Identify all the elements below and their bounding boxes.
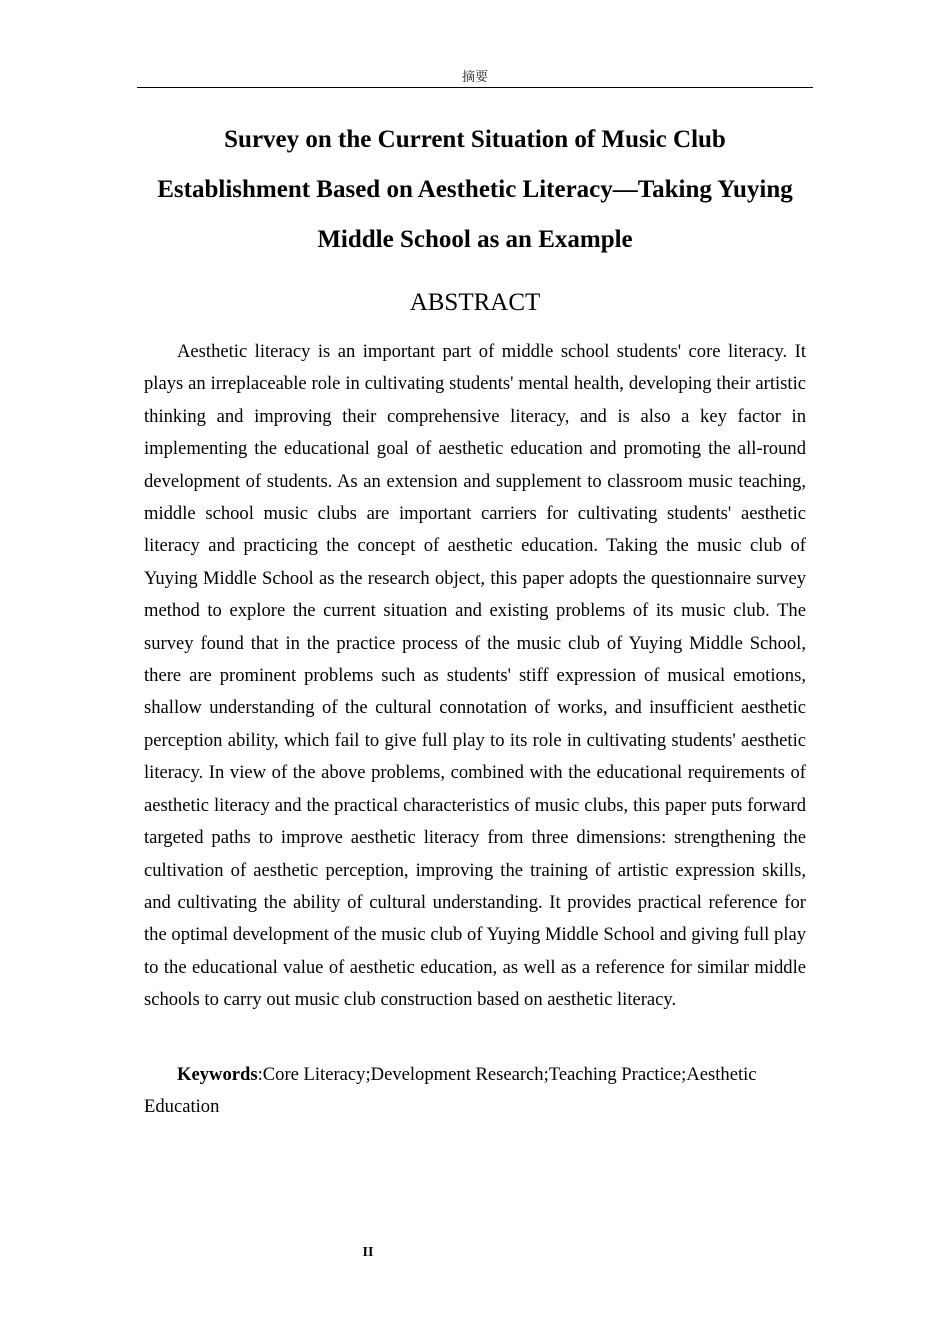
- running-header: 摘要: [461, 70, 488, 85]
- title-line-1: Survey on the Current Situation of Music Club: [224, 126, 726, 153]
- header-divider: [137, 87, 813, 88]
- title-line-2: Establishment Based on Aesthetic Literacy—Taking Yuying: [157, 176, 793, 203]
- paper-title: [140, 115, 810, 265]
- keywords-value: :Core Literacy;Development Research;Teaching Practice;Aesthetic Education: [144, 1064, 757, 1117]
- keywords-label: Keywords: [177, 1064, 258, 1085]
- page-number: II: [362, 1245, 374, 1260]
- title-line-3: Middle School as an Example: [317, 226, 633, 253]
- keywords-paragraph: [144, 1059, 806, 1123]
- abstract-heading: ABSTRACT: [409, 289, 541, 316]
- abstract-body: Aesthetic literacy is an important part of middle school students' core literacy. It plays an irreplaceable role in cultivating students' mental health, developing their artistic thinking and improving their comprehensive literacy, and is also a key factor in implementing the educational goal of aesthetic education and promoting the all-round development of students. As an extension and supplement to classroom music teaching, middle school music clubs are important carriers for cultivating students' aesthetic literacy and practicing the concept of aesthetic education. Taking the music club of Yuying Middle School as the research object, this paper adopts the questionnaire survey method to explore the current situation and existing problems of its music club. The survey found that in the practice process of the music club of Yuying Middle School, there are prominent problems such as students' stiff expression of musical emotions, shallow understanding of the cultural connotation of works, and insufficient aesthetic perception ability, which fail to give full play to its role in cultivating students' aesthetic literacy. In view of the above problems, combined with the educational requirements of aesthetic literacy and the practical characteristics of music clubs, this paper puts forward targeted paths to improve aesthetic literacy from three dimensions: strengthening the cultivation of aesthetic perception, improving the training of artistic expression skills, and cultivating the ability of cultural understanding. It provides practical reference for the optimal development of the music club of Yuying Middle School and giving full play to the educational value of aesthetic education, as well as a reference for similar middle schools to carry out music club construction based on aesthetic literacy.: [144, 341, 806, 1011]
